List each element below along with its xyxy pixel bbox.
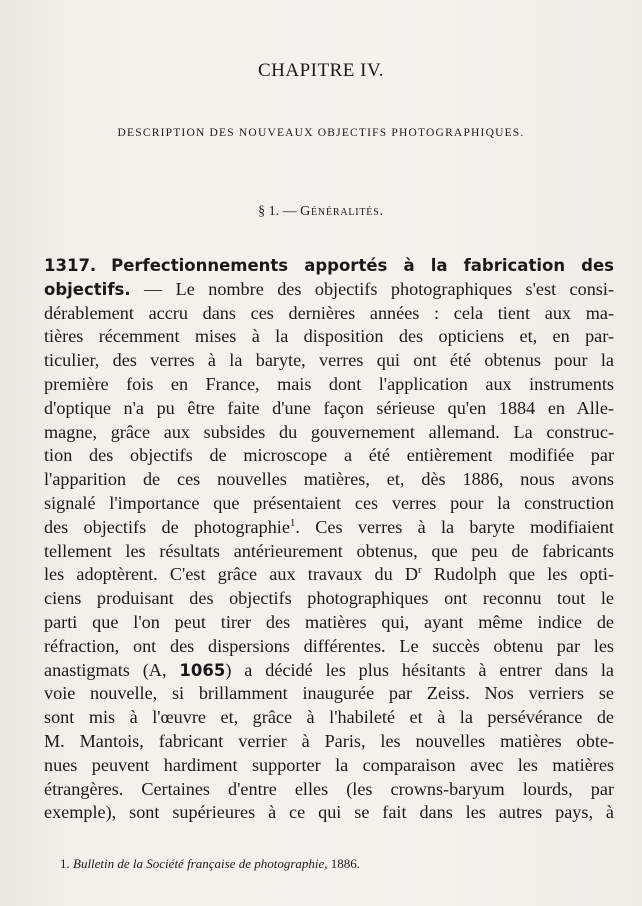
chapter-subtitle: DESCRIPTION DES NOUVEAUX OBJECTIFS PHOTOGRAPHIQUES. [117, 127, 525, 139]
section-number: § 1. — [258, 204, 297, 219]
text-span: Rudolph que les opti- [421, 564, 615, 585]
paragraph-heading: Perfectionnements apportés à la fabrication des [111, 256, 615, 275]
paragraph-body [44, 254, 614, 825]
paragraph-heading-line [44, 254, 614, 278]
section-heading [0, 204, 642, 220]
footnote-number: 1. [60, 856, 70, 871]
text-span: — Le nombre des objectifs photographiques s'est consi- [144, 278, 614, 299]
text-line: première fois en France, mais dont l'application aux instruments [44, 373, 614, 394]
text-line: tion des objectifs de microscope a été entièrement modifiée par [44, 445, 614, 466]
text-line: magne, grâce aux subsides du gouvernement allemand. La construc- [44, 421, 614, 442]
text-line: ticulier, des verres à la baryte, verres qui ont été obtenus pour la [44, 350, 614, 371]
text-span: les adoptèrent. C'est grâce aux travaux du D [44, 564, 419, 585]
text-line [44, 563, 614, 587]
text-span: des objectifs de photographie [44, 516, 290, 537]
footnote-marker: 1 [289, 516, 296, 529]
text-line: ciens produisant des objectifs photographiques ont reconnu tout le [44, 588, 614, 609]
text-line: réfraction, ont des dispersions différentes. Le succès obtenu par les [44, 635, 614, 656]
text-line: d'optique n'a pu être faite d'une façon sérieuse qu'en 1884 en Alle- [44, 397, 614, 418]
text-span: anastigmats (A, [44, 659, 167, 680]
text-line: tellement les résultats antérieurement obtenus, que peu de fabricants [44, 540, 614, 561]
section-title: Généralités. [300, 204, 384, 219]
footnote-year: 1886. [330, 856, 361, 871]
text-line: sont mis à l'œuvre et, grâce à l'habileté et à la persévérance de [44, 707, 614, 728]
text-line [44, 278, 614, 302]
footnote-title: Bulletin de la Société française de photographie, [73, 856, 328, 871]
text-line: l'apparition de ces nouvelles matières, et, dès 1886, nous avons [44, 469, 614, 490]
text-line: voie nouvelle, si brillamment inaugurée par Zeiss. Nos verriers se [44, 683, 614, 704]
text-line: parti que l'on peut tirer des matières qui, ayant même indice de [44, 611, 614, 632]
text-line: exemple), sont supérieures à ce qui se fait dans les autres pays, à [44, 802, 614, 823]
text-line: signalé l'importance que présentaient ces verres pour la construction [44, 492, 614, 513]
reference-number: 1065 [179, 660, 226, 680]
text-line: M. Mantois, fabricant verrier à Paris, les nouvelles matières obte- [44, 730, 614, 751]
text-line: tières récemment mises à la disposition des opticiens et, en par- [44, 326, 614, 347]
paragraph-heading-cont: objectifs. [44, 279, 131, 299]
text-span: . Ces verres à la baryte modifiaient [295, 516, 614, 537]
text-line: nues peuvent hardiment supporter la comparaison avec les matières [44, 754, 614, 775]
dr-superscript: r [418, 564, 422, 577]
text-line [44, 659, 614, 683]
text-span: ) a décidé les plus hésitants à entrer dans la [225, 659, 615, 680]
text-line: dérablement accru dans ces dernières années : cela tient aux ma- [44, 302, 614, 323]
footnote [60, 856, 360, 872]
text-line: étrangères. Certaines d'entre elles (les crowns-baryum lourds, par [44, 778, 614, 799]
chapter-title: CHAPITRE IV. [258, 60, 384, 81]
text-line [44, 516, 614, 540]
paragraph-number: 1317. [44, 256, 97, 275]
